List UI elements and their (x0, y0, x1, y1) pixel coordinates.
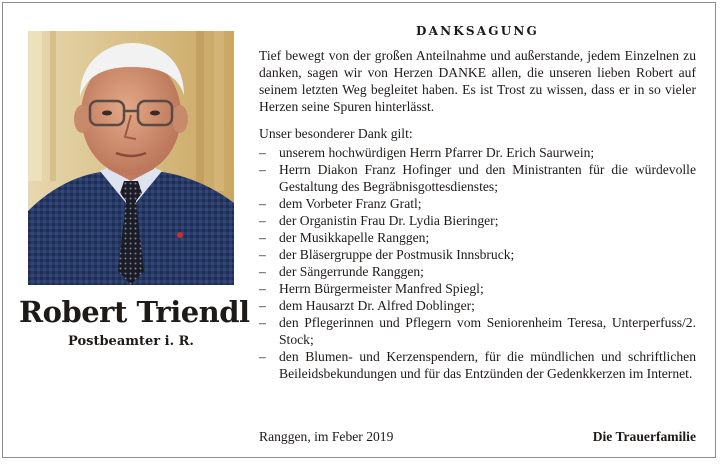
thanks-item (259, 263, 696, 280)
list-dash: – (259, 349, 266, 364)
thanks-item (259, 246, 696, 263)
thanks-item-text: den Blumen- und Kerzenspendern, für die mündlichen und schriftlichen Beileidsbekundungen und für das Entzünden der Gedenkkerzen im Internet. (279, 349, 696, 381)
thanks-item-text: dem Vorbeter Franz Gratl; (279, 196, 422, 211)
list-dash: – (259, 196, 266, 211)
list-dash: – (259, 264, 266, 279)
obituary-card (2, 2, 716, 458)
thanks-item-text: der Sängerrunde Ranggen; (279, 264, 424, 279)
portrait-photo (28, 31, 234, 285)
thanks-item (259, 229, 696, 246)
list-dash: – (259, 298, 266, 313)
thanks-item-text: Herrn Diakon Franz Hofinger und den Ministranten für die würdevolle Gestaltung des Begräbnisgottesdienstes; (279, 162, 696, 194)
list-dash: – (259, 247, 266, 262)
thanks-item-text: der Organistin Frau Dr. Lydia Bieringer; (279, 213, 499, 228)
list-dash: – (259, 213, 266, 228)
thanks-item (259, 195, 696, 212)
thanks-item (259, 212, 696, 229)
family-signature: Die Trauerfamilie (592, 429, 696, 444)
thanks-item-text: dem Hausarzt Dr. Alfred Doblinger; (279, 298, 475, 313)
thanks-item-text: Herrn Bürgermeister Manfred Spiegl; (279, 281, 484, 296)
thanks-item-text: den Pflegerinnen und Pflegern vom Seniorenheim Teresa, Unterperfuss/2. Stock; (279, 315, 696, 347)
list-dash: – (259, 315, 266, 330)
thanks-item (259, 348, 696, 382)
thanks-item (259, 297, 696, 314)
thanks-item (259, 280, 696, 297)
intro-paragraph: Tief bewegt von der großen Anteilnahme und außerstande, jedem Einzelnen zu danken, sagen wir von Herzen DANKE allen, die unseren lieben Robert auf seinem letzten Weg begleitet haben. Es ist Trost zu wissen, dass er in so vieler Herzen seine Spuren hinterlässt. (259, 48, 696, 114)
list-dash: – (259, 145, 266, 160)
announcement-text (259, 23, 696, 382)
thanks-item (259, 314, 696, 348)
list-dash: – (259, 230, 266, 245)
thanks-item (259, 144, 696, 161)
list-dash: – (259, 281, 266, 296)
thanks-item-text: unserem hochwürdigen Herrn Pfarrer Dr. Erich Saurwein; (279, 145, 595, 160)
portrait-image (28, 31, 234, 285)
list-dash: – (259, 162, 266, 177)
thanks-item-text: der Musikkapelle Ranggen; (279, 230, 430, 245)
deceased-name: Robert Triendl (19, 295, 250, 329)
thanks-list (259, 144, 696, 382)
announcement-heading: DANKSAGUNG (415, 24, 540, 38)
deceased-title: Postbeamter i. R. (68, 334, 194, 349)
place-date: Ranggen, im Feber 2019 (259, 429, 394, 444)
thanks-item-text: der Bläsergruppe der Postmusik Innsbruck; (279, 247, 515, 262)
thanks-lead: Unser besonderer Dank gilt: (259, 126, 413, 141)
thanks-item (259, 161, 696, 195)
